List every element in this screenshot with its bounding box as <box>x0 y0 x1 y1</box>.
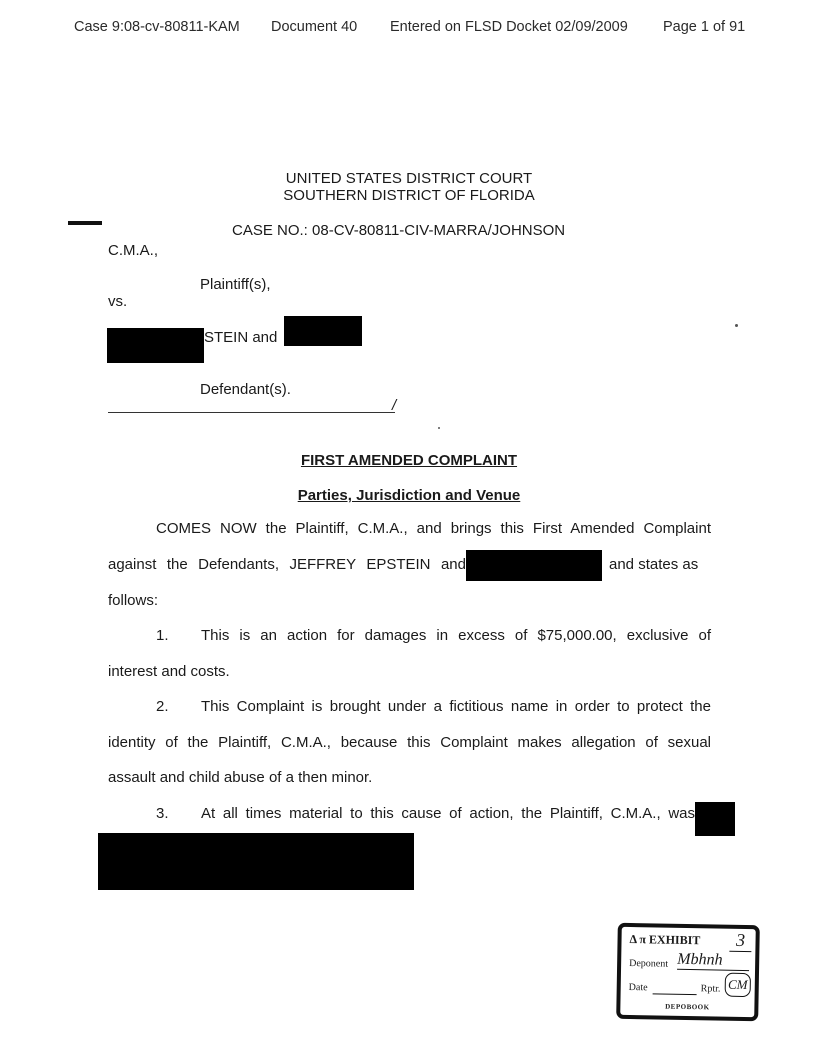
defendant-name: STEIN and <box>204 329 278 346</box>
paragraph-2-line-3: assault and child abuse of a then minor. <box>108 769 373 786</box>
versus-label: vs. <box>108 293 128 310</box>
redaction-block <box>284 316 362 346</box>
paragraph-1-line-1: This is an action for damages in excess of $75,000.00, exclusive of <box>201 627 711 644</box>
margin-dash-mark <box>68 221 102 225</box>
document-title: FIRST AMENDED COMPLAINT <box>300 452 518 469</box>
scan-speck <box>438 427 440 429</box>
plaintiff-name: C.M.A., <box>108 242 159 259</box>
caption-slash-mark: / <box>392 397 397 414</box>
redaction-block <box>466 550 602 581</box>
case-number: CASE NO.: 08-CV-80811-CIV-MARRA/JOHNSON <box>232 222 566 239</box>
scan-speck <box>735 324 738 327</box>
deponent-signature: Mbhnh <box>677 951 749 971</box>
section-heading: Parties, Jurisdiction and Venue <box>297 487 521 504</box>
intro-line-2a: against the Defendants, JEFFREY EPSTEIN and <box>108 556 466 573</box>
exhibit-stamp <box>616 923 760 1021</box>
redaction-block <box>107 328 204 363</box>
date-blank-line <box>653 993 697 995</box>
header-document-number: Document 40 <box>271 19 358 35</box>
defendant-role: Defendant(s). <box>200 381 291 398</box>
reporter-initials: CM <box>725 973 751 997</box>
court-name-line2: SOUTHERN DISTRICT OF FLORIDA <box>283 187 535 204</box>
paragraph-2-number: 2. <box>156 698 169 715</box>
paragraph-2-line-1: This Complaint is brought under a fictitious name in order to protect the <box>201 698 711 715</box>
paragraph-3-line-1: At all times material to this cause of action, the Plaintiff, C.M.A., was <box>201 805 695 822</box>
header-case-number: Case 9:08-cv-80811-KAM <box>74 19 240 35</box>
intro-line-1: COMES NOW the Plaintiff, C.M.A., and brings this First Amended Complaint <box>156 520 711 537</box>
caption-underline <box>108 412 395 413</box>
redaction-block <box>98 833 414 890</box>
paragraph-2-line-2: identity of the Plaintiff, C.M.A., because this Complaint makes allegation of sexual <box>108 734 711 751</box>
court-name-line1: UNITED STATES DISTRICT COURT <box>285 170 533 187</box>
stamp-brand: DEPOBOOK <box>665 1002 710 1012</box>
header-page-count: Page 1 of 91 <box>663 19 746 35</box>
date-label: Date <box>628 981 648 994</box>
paragraph-3-number: 3. <box>156 805 169 822</box>
intro-line-3: follows: <box>108 592 159 609</box>
exhibit-label: Δ π EXHIBIT <box>629 931 701 948</box>
redaction-block <box>695 802 735 836</box>
reporter-label: Rptr. <box>700 983 721 995</box>
plaintiff-role: Plaintiff(s), <box>200 276 271 293</box>
paragraph-1-number: 1. <box>156 627 169 644</box>
intro-line-2b: and states as <box>609 556 699 573</box>
paragraph-1-line-2: interest and costs. <box>108 663 230 680</box>
deponent-label: Deponent <box>629 957 669 970</box>
header-docket-entry: Entered on FLSD Docket 02/09/2009 <box>390 19 628 35</box>
exhibit-number: 3 <box>729 930 751 952</box>
